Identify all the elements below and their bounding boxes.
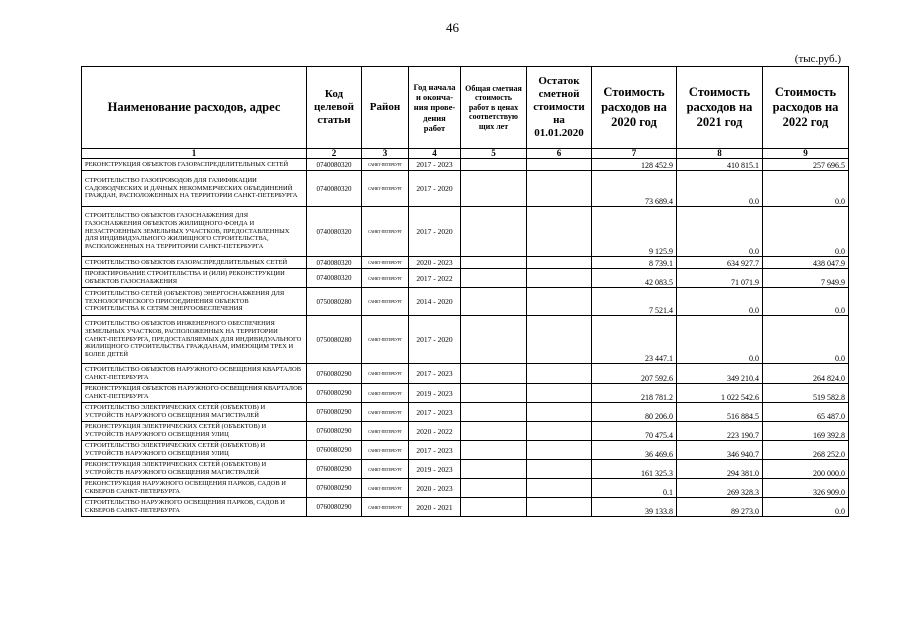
cost-2021: 223 190.7 (677, 422, 763, 441)
cost-2022: 7 949.9 (763, 269, 849, 288)
remainder-cost (527, 441, 592, 460)
table-row (82, 207, 849, 257)
district: САНКТ-ПЕТЕРБУРГ (362, 288, 409, 316)
cost-2022: 0.0 (763, 316, 849, 364)
cost-2020: 8 739.1 (592, 257, 677, 269)
budget-table (81, 66, 849, 517)
district: САНКТ-ПЕТЕРБУРГ (362, 422, 409, 441)
cost-2021: 516 884.5 (677, 403, 763, 422)
remainder-cost (527, 460, 592, 479)
remainder-cost (527, 171, 592, 207)
cost-2021: 71 071.9 (677, 269, 763, 288)
units-label: (тыс.руб.) (794, 53, 841, 65)
table-row (82, 288, 849, 316)
cost-2022: 0.0 (763, 171, 849, 207)
work-period: 2017 - 2023 (409, 159, 461, 171)
cost-2020: 39 133.8 (592, 498, 677, 517)
col-number: 8 (677, 149, 763, 159)
column-number-row (82, 149, 849, 159)
work-period: 2017 - 2020 (409, 316, 461, 364)
expense-name: СТРОИТЕЛЬСТВО ОБЪЕКТОВ ГАЗОСНАБЖЕНИЯ ДЛЯ ГАЗОСНАБЖЕНИЯ ОБЪЕКТОВ ЖИЛИЩНОГО ФОНДА И НЕЗАСТРОЕННЫХ ЗЕМЕЛЬНЫХ УЧАСТКОВ, ПРЕДОСТАВЛЕННЫХ ДЛЯ ИНДИВИДУАЛЬНОГО ЖИЛИЩНОГО СТРОИТЕЛЬСТВА, РАСПОЛОЖЕННЫХ НА ТЕРРИТОРИИ САНКТ-ПЕТЕРБУРГА (82, 207, 307, 257)
cost-2021: 0.0 (677, 316, 763, 364)
cost-2020: 7 521.4 (592, 288, 677, 316)
cost-2022: 264 824.0 (763, 364, 849, 384)
work-period: 2017 - 2020 (409, 171, 461, 207)
expense-name: СТРОИТЕЛЬСТВО ГАЗОПРОВОДОВ ДЛЯ ГАЗИФИКАЦИИ САДОВОДЧЕСКИХ И ДАЧНЫХ НЕКОММЕРЧЕСКИХ ОБЪЕДИНЕНИЙ ГРАЖДАН, РАСПОЛОЖЕННЫХ НА ТЕРРИТОРИИ САНКТ-ПЕТЕРБУРГА (82, 171, 307, 207)
expense-name: РЕКОНСТРУКЦИЯ ЭЛЕКТРИЧЕСКИХ СЕТЕЙ (ОБЪЕКТОВ) И УСТРОЙСТВ НАРУЖНОГО ОСВЕЩЕНИЯ УЛИЦ (82, 422, 307, 441)
cost-2021: 269 328.3 (677, 479, 763, 498)
work-period: 2017 - 2020 (409, 207, 461, 257)
expense-name: СТРОИТЕЛЬСТВО ОБЪЕКТОВ НАРУЖНОГО ОСВЕЩЕНИЯ КВАРТАЛОВ САНКТ-ПЕТЕРБУРГА (82, 364, 307, 384)
remainder-cost (527, 288, 592, 316)
col-header-name: Наименование расходов, адрес (82, 67, 307, 149)
expense-name: РЕКОНСТРУКЦИЯ ОБЪЕКТОВ НАРУЖНОГО ОСВЕЩЕНИЯ КВАРТАЛОВ САНКТ-ПЕТЕРБУРГА (82, 384, 307, 403)
col-header-code: Код целевой статьи (307, 67, 362, 149)
work-period: 2020 - 2023 (409, 257, 461, 269)
col-header-2020: Стоимость расходов на 2020 год (592, 67, 677, 149)
target-code: 0740080320 (307, 207, 362, 257)
cost-2021: 89 273.0 (677, 498, 763, 517)
target-code: 0760080290 (307, 422, 362, 441)
expense-name: СТРОИТЕЛЬСТВО ЭЛЕКТРИЧЕСКИХ СЕТЕЙ (ОБЪЕКТОВ) И УСТРОЙСТВ НАРУЖНОГО ОСВЕЩЕНИЯ УЛИЦ (82, 441, 307, 460)
cost-2020: 218 781.2 (592, 384, 677, 403)
cost-2021: 410 815.1 (677, 159, 763, 171)
expense-name: СТРОИТЕЛЬСТВО НАРУЖНОГО ОСВЕЩЕНИЯ ПАРКОВ, САДОВ И СКВЕРОВ САНКТ-ПЕТЕРБУРГА (82, 498, 307, 517)
work-period: 2019 - 2023 (409, 384, 461, 403)
cost-2021: 294 381.0 (677, 460, 763, 479)
target-code: 0740080320 (307, 171, 362, 207)
expense-name: СТРОИТЕЛЬСТВО ЭЛЕКТРИЧЕСКИХ СЕТЕЙ (ОБЪЕКТОВ) И УСТРОЙСТВ НАРУЖНОГО ОСВЕЩЕНИЯ МАГИСТРАЛЕЙ (82, 403, 307, 422)
col-number: 5 (461, 149, 527, 159)
cost-2020: 23 447.1 (592, 316, 677, 364)
district: САНКТ-ПЕТЕРБУРГ (362, 441, 409, 460)
total-cost (461, 316, 527, 364)
table-row (82, 384, 849, 403)
table-row (82, 422, 849, 441)
remainder-cost (527, 316, 592, 364)
total-cost (461, 441, 527, 460)
total-cost (461, 171, 527, 207)
district: САНКТ-ПЕТЕРБУРГ (362, 498, 409, 517)
total-cost (461, 288, 527, 316)
target-code: 0760080290 (307, 403, 362, 422)
district: САНКТ-ПЕТЕРБУРГ (362, 384, 409, 403)
expense-name: РЕКОНСТРУКЦИЯ ЭЛЕКТРИЧЕСКИХ СЕТЕЙ (ОБЪЕКТОВ) И УСТРОЙСТВ НАРУЖНОГО ОСВЕЩЕНИЯ МАГИСТРАЛЕЙ (82, 460, 307, 479)
district: САНКТ-ПЕТЕРБУРГ (362, 403, 409, 422)
table-row (82, 316, 849, 364)
cost-2022: 257 696.5 (763, 159, 849, 171)
table-row (82, 403, 849, 422)
table-row (82, 441, 849, 460)
total-cost (461, 159, 527, 171)
header-row (82, 67, 849, 149)
col-header-2022: Стоимость расходов на 2022 год (763, 67, 849, 149)
work-period: 2020 - 2021 (409, 498, 461, 517)
cost-2022: 200 000.0 (763, 460, 849, 479)
target-code: 0760080290 (307, 384, 362, 403)
cost-2021: 634 927.7 (677, 257, 763, 269)
cost-2022: 519 582.8 (763, 384, 849, 403)
expense-name: СТРОИТЕЛЬСТВО ОБЪЕКТОВ ГАЗОРАСПРЕДЕЛИТЕЛЬНЫХ СЕТЕЙ (82, 257, 307, 269)
district: САНКТ-ПЕТЕРБУРГ (362, 159, 409, 171)
district: САНКТ-ПЕТЕРБУРГ (362, 207, 409, 257)
table-row (82, 460, 849, 479)
target-code: 0740080320 (307, 257, 362, 269)
remainder-cost (527, 159, 592, 171)
cost-2022: 268 252.0 (763, 441, 849, 460)
remainder-cost (527, 257, 592, 269)
target-code: 0740080320 (307, 159, 362, 171)
col-header-district: Район (362, 67, 409, 149)
col-number: 7 (592, 149, 677, 159)
cost-2022: 438 047.9 (763, 257, 849, 269)
target-code: 0740080320 (307, 269, 362, 288)
total-cost (461, 364, 527, 384)
cost-2020: 42 083.5 (592, 269, 677, 288)
table-row (82, 364, 849, 384)
target-code: 0750080280 (307, 316, 362, 364)
work-period: 2014 - 2020 (409, 288, 461, 316)
district: САНКТ-ПЕТЕРБУРГ (362, 171, 409, 207)
district: САНКТ-ПЕТЕРБУРГ (362, 257, 409, 269)
target-code: 0760080290 (307, 364, 362, 384)
target-code: 0760080290 (307, 479, 362, 498)
work-period: 2019 - 2023 (409, 460, 461, 479)
remainder-cost (527, 498, 592, 517)
cost-2022: 0.0 (763, 498, 849, 517)
table-row (82, 171, 849, 207)
work-period: 2017 - 2023 (409, 441, 461, 460)
cost-2022: 169 392.8 (763, 422, 849, 441)
work-period: 2017 - 2023 (409, 364, 461, 384)
table-row (82, 479, 849, 498)
total-cost (461, 384, 527, 403)
total-cost (461, 257, 527, 269)
district: САНКТ-ПЕТЕРБУРГ (362, 460, 409, 479)
cost-2020: 128 452.9 (592, 159, 677, 171)
expense-name: РЕКОНСТРУКЦИЯ ОБЪЕКТОВ ГАЗОРАСПРЕДЕЛИТЕЛЬНЫХ СЕТЕЙ (82, 159, 307, 171)
cost-2022: 0.0 (763, 207, 849, 257)
col-number: 6 (527, 149, 592, 159)
remainder-cost (527, 384, 592, 403)
cost-2020: 73 689.4 (592, 171, 677, 207)
total-cost (461, 403, 527, 422)
district: САНКТ-ПЕТЕРБУРГ (362, 316, 409, 364)
district: САНКТ-ПЕТЕРБУРГ (362, 479, 409, 498)
cost-2021: 0.0 (677, 207, 763, 257)
expense-name: СТРОИТЕЛЬСТВО ОБЪЕКТОВ ИНЖЕНЕРНОГО ОБЕСПЕЧЕНИЯ ЗЕМЕЛЬНЫХ УЧАСТКОВ, РАСПОЛОЖЕННЫХ НА ТЕРРИТОРИИ САНКТ-ПЕТЕРБУРГА, ПРЕДОСТАВЛЯЕМЫХ ДЛЯ ИНДИВИДУАЛЬНОГО ЖИЛИЩНОГО СТРОИТЕЛЬСТВА ГРАЖДАНАМ, ИМЕЮЩИМ ТРЕХ И БОЛЕЕ ДЕТЕЙ (82, 316, 307, 364)
cost-2020: 161 325.3 (592, 460, 677, 479)
cost-2020: 9 125.9 (592, 207, 677, 257)
total-cost (461, 422, 527, 441)
remainder-cost (527, 403, 592, 422)
expense-name: РЕКОНСТРУКЦИЯ НАРУЖНОГО ОСВЕЩЕНИЯ ПАРКОВ, САДОВ И СКВЕРОВ САНКТ-ПЕТЕРБУРГА (82, 479, 307, 498)
target-code: 0760080290 (307, 460, 362, 479)
work-period: 2017 - 2023 (409, 403, 461, 422)
remainder-cost (527, 479, 592, 498)
table-row (82, 269, 849, 288)
cost-2022: 326 909.0 (763, 479, 849, 498)
target-code: 0750080280 (307, 288, 362, 316)
col-header-remainder: Остаток сметной стоимости на 01.01.2020 (527, 67, 592, 149)
cost-2021: 0.0 (677, 171, 763, 207)
total-cost (461, 207, 527, 257)
col-number: 1 (82, 149, 307, 159)
cost-2020: 207 592.6 (592, 364, 677, 384)
cost-2020: 36 469.6 (592, 441, 677, 460)
cost-2021: 0.0 (677, 288, 763, 316)
target-code: 0760080290 (307, 498, 362, 517)
table-row (82, 257, 849, 269)
col-header-2021: Стоимость расходов на 2021 год (677, 67, 763, 149)
district: САНКТ-ПЕТЕРБУРГ (362, 269, 409, 288)
work-period: 2017 - 2022 (409, 269, 461, 288)
col-number: 4 (409, 149, 461, 159)
cost-2020: 70 475.4 (592, 422, 677, 441)
cost-2022: 0.0 (763, 288, 849, 316)
col-header-total: Общая сметная стоимость работ в ценах соответствую щих лет (461, 67, 527, 149)
col-header-period: Год начала и оконча-ния прове-дения работ (409, 67, 461, 149)
total-cost (461, 460, 527, 479)
table-row (82, 159, 849, 171)
page-number: 46 (446, 20, 459, 35)
col-number: 3 (362, 149, 409, 159)
cost-2021: 1 022 542.6 (677, 384, 763, 403)
total-cost (461, 498, 527, 517)
cost-2021: 346 940.7 (677, 441, 763, 460)
district: САНКТ-ПЕТЕРБУРГ (362, 364, 409, 384)
expense-name: ПРОЕКТИРОВАНИЕ СТРОИТЕЛЬСТВА И (ИЛИ) РЕКОНСТРУКЦИИ ОБЪЕКТОВ ГАЗОСНАБЖЕНИЯ (82, 269, 307, 288)
cost-2020: 0.1 (592, 479, 677, 498)
remainder-cost (527, 269, 592, 288)
table-row (82, 498, 849, 517)
cost-2020: 80 206.0 (592, 403, 677, 422)
work-period: 2020 - 2023 (409, 479, 461, 498)
remainder-cost (527, 422, 592, 441)
cost-2022: 65 487.0 (763, 403, 849, 422)
target-code: 0760080290 (307, 441, 362, 460)
col-number: 2 (307, 149, 362, 159)
remainder-cost (527, 207, 592, 257)
col-number: 9 (763, 149, 849, 159)
total-cost (461, 479, 527, 498)
work-period: 2020 - 2022 (409, 422, 461, 441)
total-cost (461, 269, 527, 288)
remainder-cost (527, 364, 592, 384)
expense-name: СТРОИТЕЛЬСТВО СЕТЕЙ (ОБЪЕКТОВ) ЭНЕРГОСНАБЖЕНИЯ ДЛЯ ТЕХНОЛОГИЧЕСКОГО ПРИСОЕДИНЕНИЯ ОБЪЕКТОВ СТРОИТЕЛЬСТВА К СЕТЯМ ЭНЕРГООБЕСПЕЧЕНИЯ (82, 288, 307, 316)
cost-2021: 349 210.4 (677, 364, 763, 384)
